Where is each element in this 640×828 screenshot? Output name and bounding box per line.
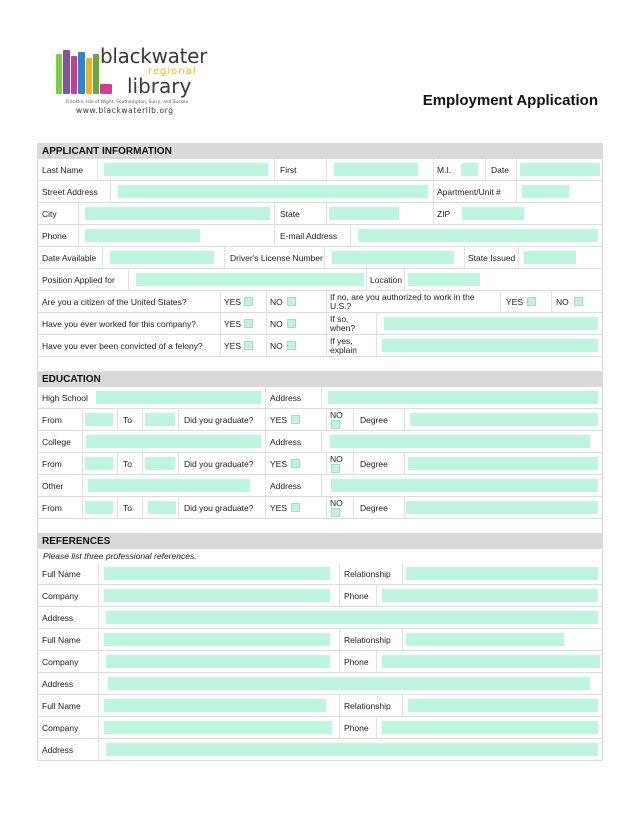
section-applicant-header: APPLICANT INFORMATION bbox=[37, 143, 603, 159]
cell-divider bbox=[464, 247, 465, 268]
cell-divider bbox=[82, 431, 83, 452]
explain-label: If yes, explain bbox=[330, 336, 357, 355]
cell-divider bbox=[82, 453, 83, 474]
logo-book-4 bbox=[78, 52, 85, 94]
section-references-header: REFERENCES bbox=[37, 533, 603, 549]
ref1-name-field[interactable] bbox=[104, 567, 330, 580]
ref3-company-field[interactable] bbox=[104, 721, 332, 734]
authorized-no-label: NO bbox=[556, 297, 569, 307]
ref2-name-field[interactable] bbox=[104, 633, 330, 646]
cell-divider bbox=[551, 291, 552, 312]
row-ref3-company bbox=[37, 717, 603, 739]
row-citizen bbox=[37, 291, 603, 313]
cell-divider bbox=[433, 203, 434, 224]
cell-divider bbox=[117, 497, 118, 518]
other-address-field[interactable] bbox=[331, 479, 598, 492]
mi-label: M.I. bbox=[437, 165, 452, 175]
street-field[interactable] bbox=[118, 185, 428, 198]
ref3-phone-label: Phone bbox=[344, 723, 369, 733]
row-name bbox=[37, 159, 603, 181]
row-ref2-address bbox=[37, 673, 603, 695]
cell-divider bbox=[326, 453, 327, 474]
date-available-label: Date Available bbox=[42, 253, 97, 263]
college-graduate-label: Did you graduate? bbox=[184, 459, 254, 469]
logo-book-3 bbox=[71, 56, 77, 94]
row-college-dates bbox=[37, 453, 603, 475]
row-ref1-company bbox=[37, 585, 603, 607]
cell-divider bbox=[376, 717, 377, 738]
logo-word-regional: regional bbox=[148, 66, 197, 77]
hs-graduate-label: Did you graduate? bbox=[184, 415, 254, 425]
page-title: Employment Application bbox=[422, 92, 598, 109]
first-name-field[interactable] bbox=[334, 163, 418, 176]
logo-word-blackwater: blackwater bbox=[100, 44, 208, 68]
license-label: Driver's License Number bbox=[230, 253, 323, 263]
ref3-company-label: Company bbox=[42, 723, 79, 733]
logo-tagline: Franklin, Isle of Wight, Southampton, Surry, and Sussex bbox=[66, 100, 189, 105]
hs-to-label: To bbox=[123, 415, 132, 425]
ref2-phone-field[interactable] bbox=[382, 655, 600, 668]
ref3-phone-field[interactable] bbox=[382, 721, 598, 734]
row-position bbox=[37, 269, 603, 291]
cell-divider bbox=[326, 335, 327, 356]
hs-yes-label: YES bbox=[270, 415, 288, 425]
cell-divider bbox=[178, 409, 179, 430]
row-ref2-name bbox=[37, 629, 603, 651]
date-field[interactable] bbox=[520, 163, 600, 176]
cell-divider bbox=[326, 313, 327, 334]
ref1-company-label: Company bbox=[42, 591, 79, 601]
worked-no-label: NO bbox=[270, 319, 283, 329]
hs-yes-checkbox[interactable] bbox=[291, 415, 300, 424]
cell-divider bbox=[433, 181, 434, 202]
cell-divider bbox=[178, 497, 179, 518]
cell-divider bbox=[266, 313, 267, 334]
row-street bbox=[37, 181, 603, 203]
cell-divider bbox=[82, 409, 83, 430]
ref1-company-field[interactable] bbox=[104, 589, 330, 602]
cell-divider bbox=[117, 409, 118, 430]
logo-book-1 bbox=[56, 54, 62, 94]
cell-divider bbox=[485, 159, 486, 180]
cell-divider bbox=[324, 247, 325, 268]
cell-divider bbox=[339, 629, 340, 650]
cell-divider bbox=[220, 313, 221, 334]
other-no-checkbox[interactable] bbox=[331, 508, 340, 517]
cell-divider bbox=[516, 181, 517, 202]
library-logo bbox=[52, 38, 222, 118]
row-high-school bbox=[37, 387, 603, 409]
cell-divider bbox=[274, 203, 275, 224]
college-address-field[interactable] bbox=[330, 435, 590, 448]
cell-divider bbox=[321, 387, 322, 408]
college-label: College bbox=[42, 437, 71, 447]
cell-divider bbox=[376, 335, 377, 356]
other-from-label: From bbox=[42, 503, 62, 513]
cell-divider bbox=[97, 159, 98, 180]
ref3-relationship-label: Relationship bbox=[344, 701, 391, 711]
ref2-name-label: Full Name bbox=[42, 635, 81, 645]
cell-divider bbox=[274, 159, 275, 180]
cell-divider bbox=[142, 497, 143, 518]
row-ref3-name bbox=[37, 695, 603, 717]
cell-divider bbox=[353, 497, 354, 518]
high-school-field[interactable] bbox=[96, 391, 261, 404]
mi-field[interactable] bbox=[461, 163, 478, 176]
authorized-question: If no, are you authorized to work in the U.S.? bbox=[330, 292, 475, 311]
cell-divider bbox=[178, 453, 179, 474]
row-other bbox=[37, 475, 603, 497]
worked-question: Have you ever worked for this company? bbox=[42, 319, 197, 329]
cell-divider bbox=[339, 563, 340, 584]
cell-divider bbox=[142, 409, 143, 430]
zip-field[interactable] bbox=[462, 207, 524, 220]
apartment-field[interactable] bbox=[522, 185, 569, 198]
row-ref2-company bbox=[37, 651, 603, 673]
position-field[interactable] bbox=[136, 273, 364, 286]
cell-divider bbox=[326, 291, 327, 312]
college-degree-field[interactable] bbox=[408, 457, 598, 470]
ref3-address-field[interactable] bbox=[106, 743, 598, 756]
cell-divider bbox=[265, 453, 266, 474]
cell-divider bbox=[98, 585, 99, 606]
hs-from-label: From bbox=[42, 415, 62, 425]
cell-divider bbox=[326, 159, 327, 180]
ref3-address-label: Address bbox=[42, 745, 74, 755]
cell-divider bbox=[321, 431, 322, 452]
license-field[interactable] bbox=[332, 251, 454, 264]
cell-divider bbox=[265, 387, 266, 408]
row-city bbox=[37, 203, 603, 225]
cell-divider bbox=[98, 607, 99, 628]
cell-divider bbox=[366, 269, 367, 290]
cell-divider bbox=[266, 335, 267, 356]
logo-book-5 bbox=[86, 58, 92, 94]
email-label: E-mail Address bbox=[280, 231, 338, 241]
cell-divider bbox=[220, 335, 221, 356]
college-degree-label: Degree bbox=[360, 459, 388, 469]
cell-divider bbox=[78, 203, 79, 224]
worked-no-checkbox[interactable] bbox=[287, 319, 296, 328]
row-felony bbox=[37, 335, 603, 357]
cell-divider bbox=[265, 409, 266, 430]
cell-divider bbox=[402, 563, 403, 584]
college-to-label: To bbox=[123, 459, 132, 469]
ref1-relationship-field[interactable] bbox=[406, 567, 598, 580]
citizen-no-label: NO bbox=[270, 297, 283, 307]
citizen-yes-label: YES bbox=[224, 297, 242, 307]
ref1-name-label: Full Name bbox=[42, 569, 81, 579]
college-no-label: NO bbox=[330, 454, 343, 464]
phone-field[interactable] bbox=[85, 229, 200, 242]
college-yes-checkbox[interactable] bbox=[291, 459, 300, 468]
cell-divider bbox=[326, 409, 327, 430]
high-school-label: High School bbox=[42, 393, 88, 403]
college-field[interactable] bbox=[86, 435, 261, 448]
position-label: Position Applied for bbox=[42, 275, 115, 285]
zip-label: ZIP bbox=[437, 209, 451, 219]
ref1-relationship-label: Relationship bbox=[344, 569, 391, 579]
ref1-address-label: Address bbox=[42, 613, 74, 623]
cell-divider bbox=[98, 563, 99, 584]
cell-divider bbox=[326, 203, 327, 224]
ref3-name-label: Full Name bbox=[42, 701, 81, 711]
felony-question: Have you ever been convicted of a felony? bbox=[42, 341, 203, 351]
college-from-field[interactable] bbox=[85, 457, 113, 470]
row-ref1-name bbox=[37, 563, 603, 585]
row-availability bbox=[37, 247, 603, 269]
row-ref1-address bbox=[37, 607, 603, 629]
cell-divider bbox=[350, 225, 351, 246]
cell-divider bbox=[142, 453, 143, 474]
phone-label: Phone bbox=[42, 231, 67, 241]
logo-url: www.blackwaterlib.org bbox=[76, 106, 174, 115]
other-yes-label: YES bbox=[270, 503, 288, 513]
cell-divider bbox=[339, 695, 340, 716]
other-yes-checkbox[interactable] bbox=[291, 503, 300, 512]
authorized-yes-label: YES bbox=[506, 297, 524, 307]
cell-divider bbox=[78, 225, 79, 246]
ref1-phone-label: Phone bbox=[344, 591, 369, 601]
felony-yes-label: YES bbox=[224, 341, 242, 351]
other-field[interactable] bbox=[88, 479, 250, 492]
citizen-no-checkbox[interactable] bbox=[287, 297, 296, 306]
cell-divider bbox=[404, 497, 405, 518]
cell-divider bbox=[98, 739, 99, 760]
references-note: Please list three professional references. bbox=[37, 549, 603, 563]
hs-no-checkbox[interactable] bbox=[331, 420, 340, 429]
felony-no-checkbox[interactable] bbox=[287, 341, 296, 350]
row-high-school-dates bbox=[37, 409, 603, 431]
cell-divider bbox=[98, 673, 99, 694]
hs-no-label: NO bbox=[330, 410, 343, 420]
cell-divider bbox=[402, 695, 403, 716]
cell-divider bbox=[376, 651, 377, 672]
cell-divider bbox=[220, 291, 221, 312]
other-from-field[interactable] bbox=[85, 501, 113, 514]
felony-no-label: NO bbox=[270, 341, 283, 351]
when-label: If so, when? bbox=[330, 314, 356, 333]
cell-divider bbox=[266, 291, 267, 312]
college-no-checkbox[interactable] bbox=[331, 464, 340, 473]
explain-field[interactable] bbox=[382, 339, 598, 352]
ref2-address-field[interactable] bbox=[108, 677, 590, 690]
college-from-label: From bbox=[42, 459, 62, 469]
other-to-field[interactable] bbox=[148, 501, 176, 514]
cell-divider bbox=[518, 247, 519, 268]
college-to-field[interactable] bbox=[145, 457, 175, 470]
cell-divider bbox=[265, 497, 266, 518]
ref1-phone-field[interactable] bbox=[382, 589, 598, 602]
cell-divider bbox=[98, 651, 99, 672]
last-name-label: Last Name bbox=[42, 165, 84, 175]
cell-divider bbox=[516, 159, 517, 180]
section-spacer bbox=[37, 357, 603, 371]
state-field[interactable] bbox=[329, 207, 399, 220]
street-label: Street Address bbox=[42, 187, 98, 197]
hs-degree-label: Degree bbox=[360, 415, 388, 425]
cell-divider bbox=[98, 717, 99, 738]
cell-divider bbox=[404, 269, 405, 290]
cell-divider bbox=[500, 291, 501, 312]
cell-divider bbox=[274, 225, 275, 246]
logo-word-library: library bbox=[127, 74, 192, 98]
cell-divider bbox=[128, 269, 129, 290]
cell-divider bbox=[110, 181, 111, 202]
cell-divider bbox=[82, 475, 83, 496]
email-field[interactable] bbox=[358, 229, 598, 242]
row-other-dates bbox=[37, 497, 603, 519]
when-field[interactable] bbox=[384, 317, 598, 330]
ref2-company-field[interactable] bbox=[106, 655, 330, 668]
college-yes-label: YES bbox=[270, 459, 288, 469]
other-no-label: NO bbox=[330, 498, 343, 508]
logo-book-7 bbox=[100, 84, 112, 94]
other-label: Other bbox=[42, 481, 64, 491]
other-graduate-label: Did you graduate? bbox=[184, 503, 254, 513]
citizen-question: Are you a citizen of the United States? bbox=[42, 297, 187, 307]
college-address-label: Address bbox=[270, 437, 302, 447]
application-form bbox=[37, 143, 603, 761]
ref2-relationship-label: Relationship bbox=[344, 635, 391, 645]
hs-to-field[interactable] bbox=[145, 413, 175, 426]
hs-from-field[interactable] bbox=[85, 413, 113, 426]
citizen-yes-checkbox[interactable] bbox=[244, 297, 253, 306]
ref2-company-label: Company bbox=[42, 657, 79, 667]
cell-divider bbox=[265, 431, 266, 452]
high-school-address-field[interactable] bbox=[328, 391, 598, 404]
cell-divider bbox=[339, 717, 340, 738]
logo-book-2 bbox=[63, 50, 70, 94]
ref2-phone-label: Phone bbox=[344, 657, 369, 667]
other-to-label: To bbox=[123, 503, 132, 513]
row-ref3-address bbox=[37, 739, 603, 761]
cell-divider bbox=[376, 313, 377, 334]
cell-divider bbox=[353, 453, 354, 474]
apartment-label: Apartment/Unit # bbox=[437, 187, 501, 197]
authorized-no-checkbox[interactable] bbox=[574, 297, 583, 306]
cell-divider bbox=[339, 651, 340, 672]
date-available-field[interactable] bbox=[110, 251, 214, 264]
state-issued-label: State Issued bbox=[468, 253, 516, 263]
worked-yes-label: YES bbox=[224, 319, 242, 329]
cell-divider bbox=[404, 453, 405, 474]
cell-divider bbox=[98, 695, 99, 716]
worked-yes-checkbox[interactable] bbox=[244, 319, 253, 328]
city-label: City bbox=[42, 209, 57, 219]
logo-book-6 bbox=[93, 54, 99, 94]
state-label: State bbox=[280, 209, 300, 219]
ref3-relationship-field[interactable] bbox=[408, 699, 598, 712]
cell-divider bbox=[404, 409, 405, 430]
cell-divider bbox=[265, 475, 266, 496]
cell-divider bbox=[326, 497, 327, 518]
row-college bbox=[37, 431, 603, 453]
other-degree-field[interactable] bbox=[406, 501, 598, 514]
cell-divider bbox=[224, 247, 225, 268]
section-education-header: EDUCATION bbox=[37, 371, 603, 387]
row-phone bbox=[37, 225, 603, 247]
cell-divider bbox=[102, 247, 103, 268]
cell-divider bbox=[98, 629, 99, 650]
cell-divider bbox=[402, 629, 403, 650]
ref3-name-field[interactable] bbox=[104, 699, 326, 712]
cell-divider bbox=[339, 585, 340, 606]
row-worked bbox=[37, 313, 603, 335]
cell-divider bbox=[117, 453, 118, 474]
cell-divider bbox=[82, 497, 83, 518]
other-address-label: Address bbox=[270, 481, 302, 491]
cell-divider bbox=[433, 159, 434, 180]
cell-divider bbox=[376, 585, 377, 606]
state-issued-field[interactable] bbox=[524, 251, 576, 264]
authorized-yes-checkbox[interactable] bbox=[527, 297, 536, 306]
hs-degree-field[interactable] bbox=[410, 413, 598, 426]
last-name-field[interactable] bbox=[104, 163, 268, 176]
other-degree-label: Degree bbox=[360, 503, 388, 513]
first-name-label: First bbox=[280, 165, 297, 175]
cell-divider bbox=[321, 475, 322, 496]
ref2-address-label: Address bbox=[42, 679, 74, 689]
location-label: Location bbox=[370, 275, 403, 285]
city-field[interactable] bbox=[85, 207, 270, 220]
location-field[interactable] bbox=[408, 273, 480, 286]
cell-divider bbox=[353, 409, 354, 430]
high-school-address-label: Address bbox=[270, 393, 302, 403]
ref1-address-field[interactable] bbox=[106, 611, 598, 624]
felony-yes-checkbox[interactable] bbox=[244, 341, 253, 350]
date-label: Date bbox=[491, 165, 509, 175]
ref2-relationship-field[interactable] bbox=[406, 633, 564, 646]
section-spacer bbox=[37, 519, 603, 533]
